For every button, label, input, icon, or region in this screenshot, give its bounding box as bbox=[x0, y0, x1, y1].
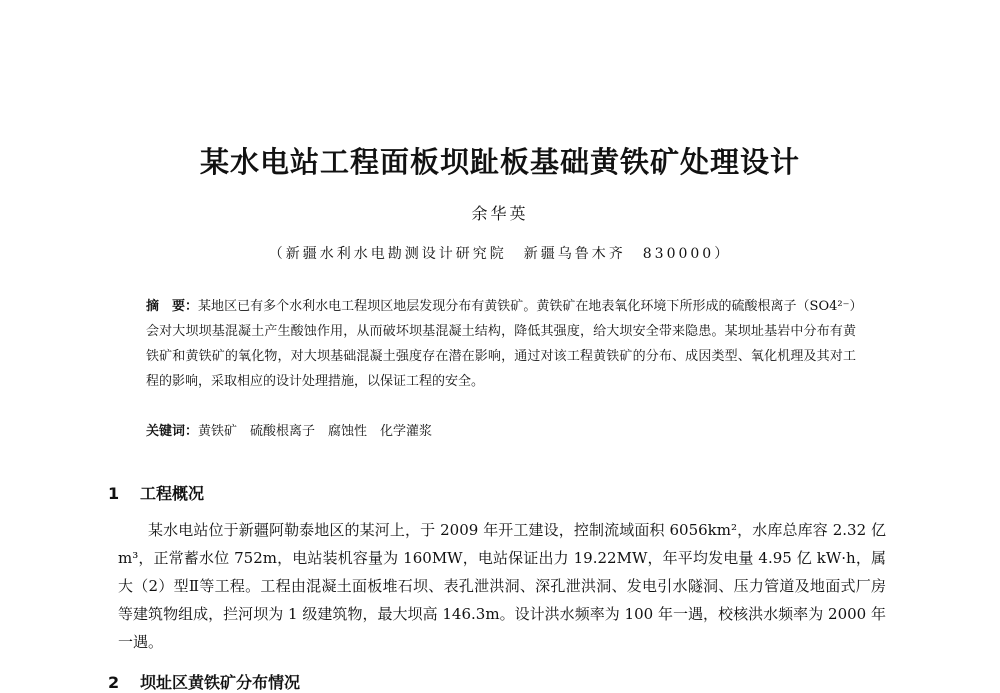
section-number: 2 bbox=[108, 673, 120, 692]
keywords-label: 关键词： bbox=[146, 424, 199, 439]
author-affiliation: （新疆水利水电勘测设计研究院 新疆乌鲁木齐 830000） bbox=[268, 246, 732, 262]
section-heading bbox=[108, 670, 300, 693]
keywords-list: 黄铁矿 硫酸根离子 腐蚀性 化学灌浆 bbox=[198, 424, 433, 439]
abstract bbox=[146, 294, 856, 394]
paper-title: 某水电站工程面板坝趾板基础黄铁矿处理设计 bbox=[199, 145, 800, 179]
keywords bbox=[146, 420, 856, 439]
section-number: 1 bbox=[108, 484, 120, 503]
abstract-text: 某地区已有多个水利水电工程坝区地层发现分布有黄铁矿。黄铁矿在地表氧化环境下所形成的硫酸根离子（SO4²⁻）会对大坝坝基混凝土产生酸蚀作用，从而破坏坝基混凝土结构，降低其强度，给大坝安全带来隐患。某坝址基岩中分布有黄铁矿和黄铁矿的氧化物，对大坝基础混凝土强度存在潜在影响，通过对该工程黄铁矿的分布、成因类型、氧化机理及其对工程的影响，采取相应的设计处理措施，以保证工程的安全。 bbox=[146, 299, 856, 389]
section-title: 工程概况 bbox=[140, 484, 205, 503]
section-heading bbox=[108, 481, 204, 504]
section-title: 坝址区黄铁矿分布情况 bbox=[140, 673, 301, 692]
section-body-paragraph: 某水电站位于新疆阿勒泰地区的某河上，于 2009 年开工建设，控制流域面积 6056km²，水库总库容 2.32 亿 m³，正常蓄水位 752m，电站装机容量为 160MW，电站保证出力 19.22MW，年平均发电量 4.95 亿 kW·h，属大（2）型Ⅱ等工程。工程由混凝土面板堆石坝、表孔泄洪洞、深孔泄洪洞、发电引水隧洞、压力管道及地面式厂房等建筑物组成，拦河坝为 1 级建筑物，最大坝高 146.3m。设计洪水频率为 100 年一遇，校核洪水频率为 2000 年一遇。 bbox=[118, 521, 886, 651]
author-name: 余华英 bbox=[471, 204, 529, 223]
abstract-label: 摘 要： bbox=[146, 299, 199, 314]
